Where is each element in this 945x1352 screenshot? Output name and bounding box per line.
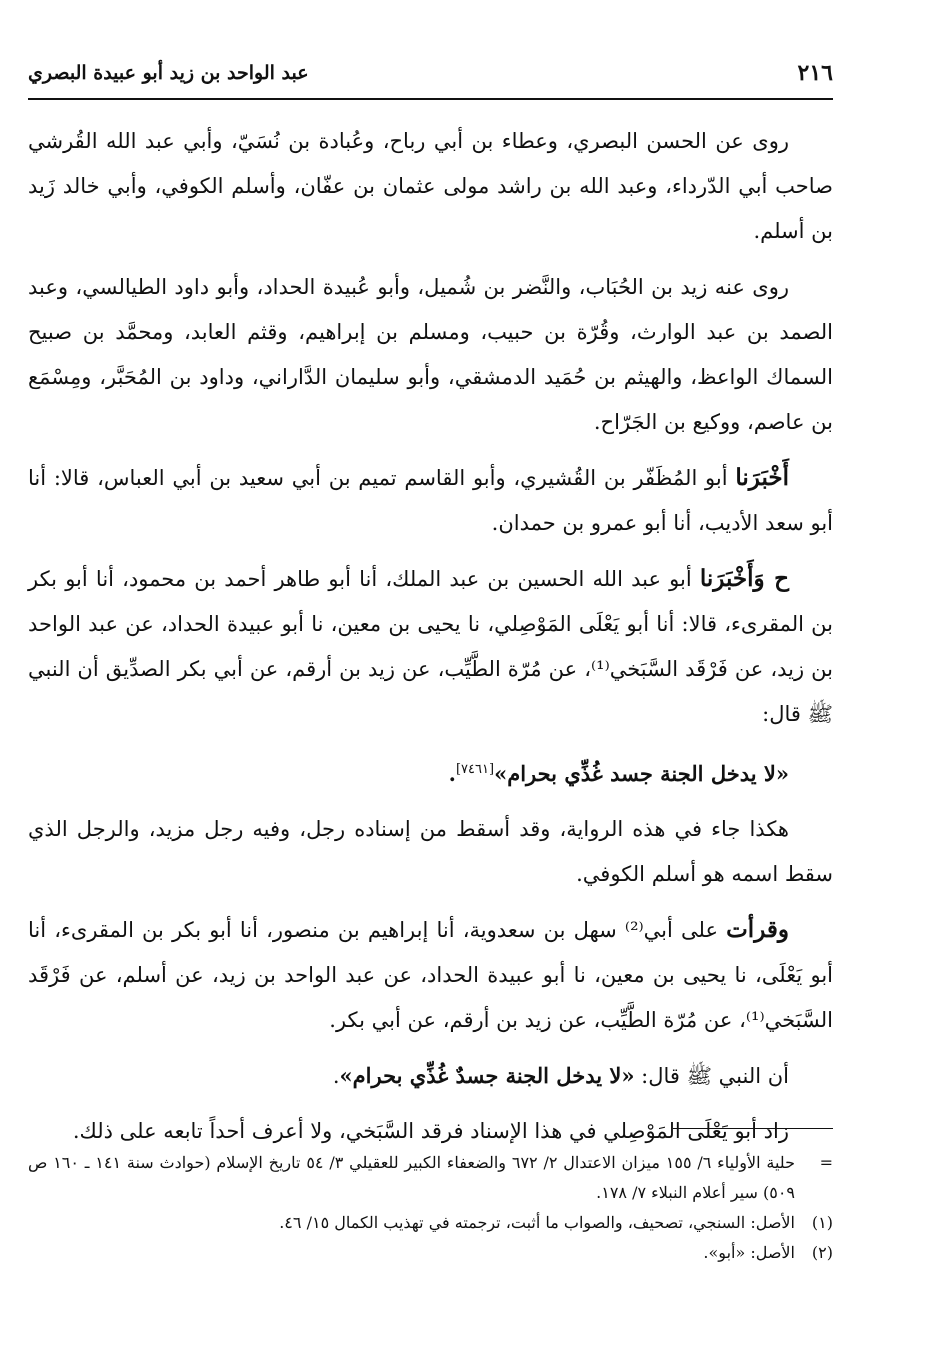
hadith-text-1: «لا يدخل الجنة جسد غُذِّي بحرام»[٧٤٦١].: [448, 761, 789, 786]
paragraph-closing: زاد أبو يَعْلَى المَوْصِلي في هذا الإسناد فرقد السَّبَخي، ولا أعرف أحداً تابعه على ذلك.: [72, 1119, 789, 1143]
paragraph-isnad-2: ح وَأَخْبَرَنا أبو عبد الله الحسين بن عبد الملك، أنا أبو طاهر أحمد بن محمود، أنا أبو بكر بن المقرىء، قالا: أنا أبو يَعْلَى المَوْصِلي، نا يحيى بن معين، نا أبو عبيدة الحداد، عن عبد الواحد بن زيد، عن فَرْقَد السَّبَخي⁽¹⁾، عن مُرّة الطَّيِّب، عن زيد بن أرقم، عن أبي بكر الصدِّيق أن النبي ﷺ قال:: [28, 565, 833, 726]
footnote-continued: = حلية الأولياء ٦/ ١٥٥ ميزان الاعتدال ٢/ ٦٧٢ والضعفاء الكبير للعقيلي ٣/ ٥٤ تاريخ الإسلام (حوادث سنة ١٤١ ـ ١٦٠ ص ٥٠٩) سير أعلام النبلاء ٧/ ١٧٨.: [28, 1153, 833, 1202]
hadith-text-2: أن النبي ﷺ قال: «لا يدخل الجنة جسدٌ غُذِّي بحرام».: [332, 1063, 789, 1088]
isnad-lead-word: أَخْبَرَنا: [735, 464, 789, 491]
paragraph-narrators-to: روى عنه زيد بن الحُبَاب، والنَّضر بن شُميل، وأبو عُبيدة الحداد، وأبو داود الطيالسي، وعبد الصمد بن عبد الوارث، وقُرّة بن حبيب، ومسلم بن إبراهيم، وقثم العابد، ومحمَّد بن صبيح السماك الواعظ، والهيثم بن حُمَيد الدمشقي، وأبو سليمان الدَّاراني، وداود بن المُحَبَّر، ومِسْمَع بن عاصم، ووكيع بن الجَرّاح.: [28, 275, 833, 434]
isnad-lead-word: ح وَأَخْبَرَنا: [699, 565, 790, 592]
footnote-2: (٢) الأصل: «أبو».: [703, 1243, 833, 1262]
hadith-number: [٧٤٦١]: [455, 762, 495, 777]
footnote-1: (١) الأصل: السنجي، تصحيف، والصواب ما أثبت، ترجمته في تهذيب الكمال ١٥/ ٤٦.: [279, 1213, 833, 1232]
page-header: [28, 52, 833, 100]
paragraph-narrators-from: روى عن الحسن البصري، وعطاء بن أبي رباح، وعُبادة بن نُسَيّ، وأبي عبد الله القُرشي صاحب أبي الدّرداء، وعبد الله بن راشد مولى عثمان بن عفّان، وأسلم الكوفي، وأبي خالد زَيد بن أسلم.: [28, 129, 833, 243]
page-number: ٢١٦: [797, 60, 833, 86]
paragraph-isnad-1: أَخْبَرَنا أبو المُظَفّر بن القُشيري، وأبو القاسم تميم بن أبي سعيد بن أبي العباس، قالا: أنا أبو سعد الأديب، أنا أبو عمرو بن حمدان.: [28, 464, 833, 535]
main-text: [28, 118, 833, 1164]
paragraph-comment: هكذا جاء في هذه الرواية، وقد أسقط من إسناده رجل، وفيه رجل مزيد، والرجل الذي سقط اسمه هو أسلم الكوفي.: [28, 817, 833, 886]
footnotes: [28, 1148, 833, 1268]
running-title: عبد الواحد بن زيد أبو عبيدة البصري: [28, 62, 309, 84]
footnote-divider: [673, 1128, 833, 1129]
paragraph-isnad-3: وقرأت على أبي⁽²⁾ سهل بن سعدوية، أنا إبراهيم بن منصور، أنا أبو بكر بن المقرىء، أنا أبو يَعْلَى، نا يحيى بن معين، نا أبو عبيدة الحداد، عن عبد الواحد بن زيد، عن أسلم، عن فَرْقَد السَّبَخي⁽¹⁾، عن مُرّة الطَّيِّب، عن زيد بن أرقم، عن أبي بكر.: [28, 916, 833, 1032]
isnad-lead-word: وقرأت: [726, 916, 789, 943]
